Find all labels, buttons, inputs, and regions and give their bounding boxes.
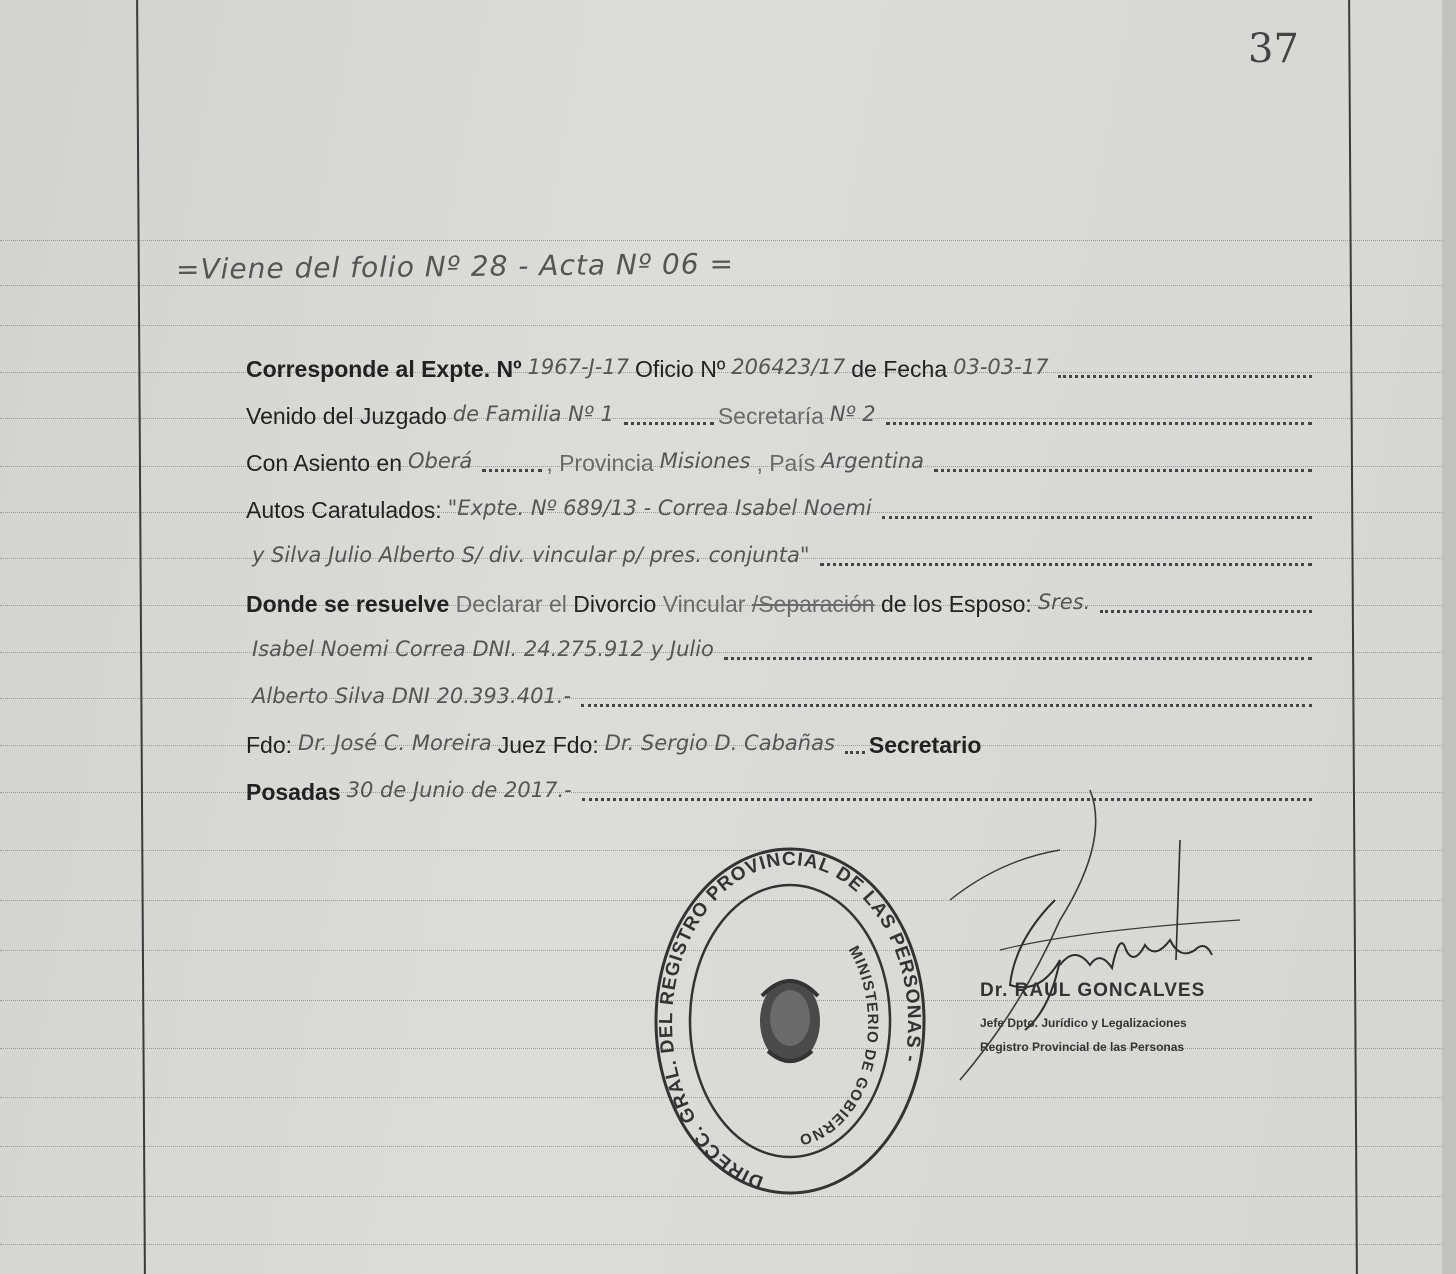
fill-dots — [724, 657, 1312, 660]
value-juzgado: de Familia Nº 1 — [452, 402, 614, 426]
page-edge — [1442, 0, 1456, 1274]
form-row-autos — [246, 477, 1316, 524]
value-asiento: Oberá — [408, 449, 473, 473]
fill-dots — [882, 516, 1312, 519]
value-oficio: 206423/17 — [731, 355, 846, 379]
fill-dots — [820, 563, 1312, 566]
form-row-juzgado — [246, 383, 1316, 430]
fill-dots — [1058, 375, 1312, 378]
label-oficio: Oficio Nº — [635, 356, 726, 382]
official-seal — [650, 846, 930, 1196]
value-esposos-line1: Sres. — [1037, 590, 1091, 614]
label-pais: , País — [756, 450, 816, 476]
seal-outer-text: DIRECC. GRAL. DEL REGISTRO PROVINCIAL DE LAS PERSONAS - — [655, 848, 925, 1193]
label-esposos: de los Esposo: — [880, 591, 1032, 617]
form-row-esposos-cont — [246, 665, 1316, 712]
label-vincular: Vincular — [662, 591, 746, 617]
ruled-line — [0, 240, 1456, 241]
label-asiento: Con Asiento en — [246, 450, 403, 476]
value-esposos-line3: Alberto Silva DNI 20.393.401.- — [252, 684, 572, 708]
fill-dots — [886, 422, 1312, 425]
form-row-esposos-cont — [246, 618, 1316, 665]
signatory-name: Dr. RAUL GONCALVES — [980, 980, 1206, 1001]
form-row-autos-cont — [246, 524, 1316, 571]
value-autos-line1: "Expte. Nº 689/13 - Correa Isabel Noemi — [447, 496, 872, 520]
label-autos: Autos Caratulados: — [246, 497, 442, 523]
signatory-organization: Registro Provincial de las Personas — [980, 1040, 1185, 1054]
value-provincia: Misiones — [659, 449, 751, 473]
coat-of-arms-emblem — [760, 979, 820, 1063]
label-juez: Juez Fdo: — [497, 732, 599, 758]
value-esposos-line2: Isabel Noemi Correa DNI. 24.275.912 y Julio — [252, 637, 714, 661]
label-fdo: Fdo: — [246, 732, 293, 758]
left-margin-line — [136, 0, 146, 1274]
value-posadas-fecha: 30 de Junio de 2017.- — [346, 778, 572, 802]
fill-dots — [845, 751, 865, 754]
label-fecha: de Fecha — [851, 356, 948, 382]
label-juzgado: Venido del Juzgado — [246, 403, 447, 429]
page-number: 37 — [1248, 26, 1299, 72]
seal-inner-text: MINISTERIO DE GOBIERNO — [796, 943, 882, 1149]
header-note: =Viene del folio Nº 28 - Acta Nº 06 = — [175, 247, 735, 286]
label-secretaria: Secretaría — [717, 403, 824, 429]
label-separacion-struck: /Separación — [751, 591, 875, 617]
value-fecha: 03-03-17 — [953, 355, 1049, 379]
label-declarar: Declarar el — [455, 591, 567, 617]
form-row-resuelve — [246, 571, 1316, 618]
value-pais: Argentina — [821, 449, 925, 473]
fill-dots — [624, 422, 714, 425]
value-juez: Dr. José C. Moreira — [298, 731, 492, 755]
label-secretario: Secretario — [868, 732, 982, 758]
value-secretario: Dr. Sergio D. Cabañas — [604, 731, 835, 755]
divorce-record-form — [246, 336, 1316, 806]
fill-dots — [1100, 610, 1312, 613]
value-autos-line2: y Silva Julio Alberto S/ div. vincular p/ pres. conjunta" — [252, 543, 810, 567]
fill-dots — [482, 469, 542, 472]
signatory-title: Jefe Dpto. Jurídico y Legalizaciones — [980, 1016, 1187, 1030]
label-posadas: Posadas — [246, 779, 341, 805]
label-expte: Corresponde al Expte. Nº — [246, 356, 522, 382]
label-resuelve: Donde se resuelve — [246, 591, 450, 617]
value-secretaria: Nº 2 — [829, 402, 876, 426]
signatory-block — [980, 980, 1280, 1054]
fill-dots — [934, 469, 1312, 472]
right-margin-line — [1348, 0, 1358, 1274]
label-provincia: , Provincia — [546, 450, 654, 476]
ruled-line — [0, 1196, 1456, 1197]
form-row-asiento — [246, 430, 1316, 477]
fill-dots — [581, 704, 1312, 707]
form-row-expediente — [246, 336, 1316, 383]
value-expte: 1967-J-17 — [527, 355, 630, 379]
ruled-line — [0, 325, 1456, 326]
form-row-firmas — [246, 712, 1316, 759]
ruled-line — [0, 1244, 1456, 1245]
label-divorcio: Divorcio — [573, 591, 657, 617]
